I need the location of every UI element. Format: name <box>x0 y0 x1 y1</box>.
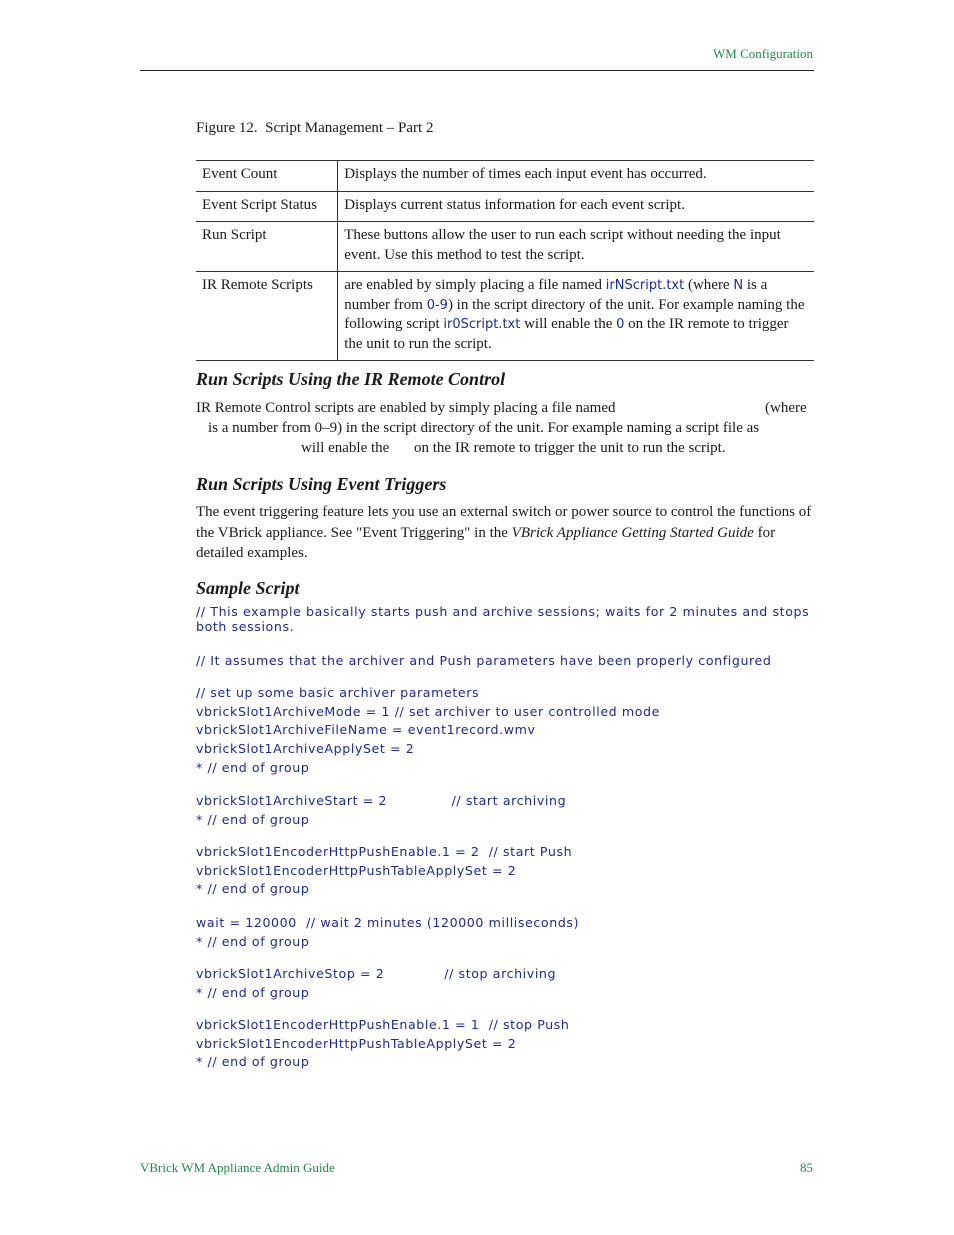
heading-event-triggers: Run Scripts Using Event Triggers <box>196 474 447 494</box>
table-row <box>196 222 814 272</box>
inline-code: 0 <box>616 317 625 332</box>
footer-page-number: 85 <box>800 1160 813 1175</box>
table-row <box>196 161 814 192</box>
table-description: Displays current status information for each event script. <box>338 191 814 222</box>
ir-remote-line-3a: will enable the <box>301 440 390 456</box>
desc-text: on the IR remote to trigger the unit to run the script. <box>344 316 789 352</box>
table-row <box>196 191 814 222</box>
table-term: Event Count <box>196 161 338 192</box>
inline-code: irNScript.txt <box>605 278 685 293</box>
header-section-title: WM Configuration <box>712 46 813 61</box>
inline-code: 0-9 <box>426 297 448 313</box>
script-management-table <box>196 160 814 361</box>
code-block-archive-start: vbrickSlot1ArchiveStart = 2 // start archiving * // end of group <box>196 793 567 827</box>
inline-code: N <box>733 278 744 293</box>
code-block-wait: wait = 120000 // wait 2 minutes (120000 milliseconds) * // end of group <box>196 915 580 949</box>
event-triggers-paragraph <box>196 502 814 564</box>
code-comment-2: // It assumes that the archiver and Push parameters have been properly configured <box>196 653 772 668</box>
inline-code: ir0Script.txt <box>443 317 521 332</box>
code-comment-1: // This example basically starts push and archive sessions; waits for 2 minutes and stops both sessions. <box>196 604 810 634</box>
paragraph-text: for detailed examples. <box>196 524 776 561</box>
code-block-archiver-setup: // set up some basic archiver parameters vbrickSlot1ArchiveMode = 1 // set archiver to user controlled mode vbrickSlot1ArchiveFileName = event1record.wmv vbrickSlot1ArchiveApplySet = 2 * // end of group <box>196 685 660 775</box>
table-term: Event Script Status <box>196 191 338 222</box>
ir-remote-line-1-end: (where <box>765 400 807 416</box>
desc-text: (where <box>684 277 734 293</box>
paragraph-text: The event triggering feature lets you use an external switch or power source to control the functions of the VBrick appliance. See "Event Triggering" in the <box>196 504 812 541</box>
figure-title: Script Management – Part 2 <box>265 120 434 136</box>
figure-caption <box>196 120 433 137</box>
desc-text: will enable the <box>520 316 617 332</box>
table-description <box>338 272 814 361</box>
footer-guide-name: VBrick WM Appliance Admin Guide <box>140 1160 335 1175</box>
heading-ir-remote: Run Scripts Using the IR Remote Control <box>196 369 506 389</box>
ir-remote-line-1: IR Remote Control scripts are enabled by simply placing a file named <box>196 400 616 416</box>
code-block-push-stop: vbrickSlot1EncoderHttpPushEnable.1 = 1 // stop Push vbrickSlot1EncoderHttpPushTableApplySet = 2 * // end of group <box>196 1017 570 1070</box>
ir-remote-line-2: is a number from 0–9) in the script directory of the unit. For example naming a script file as <box>208 420 760 436</box>
figure-label: Figure 12. <box>196 120 258 136</box>
desc-text: ) in the script directory of the unit. For example naming the following script <box>344 296 805 332</box>
table-term: IR Remote Scripts <box>196 272 338 361</box>
heading-sample-script: Sample Script <box>196 578 300 598</box>
table-term: Run Script <box>196 222 338 272</box>
code-block-archive-stop: vbrickSlot1ArchiveStop = 2 // stop archiving * // end of group <box>196 966 557 1000</box>
header-rule <box>140 70 814 71</box>
table-description: Displays the number of times each input event has occurred. <box>338 161 814 192</box>
ir-remote-line-3b: on the IR remote to trigger the unit to run the script. <box>414 440 726 456</box>
table-row <box>196 272 814 361</box>
code-block-push-start: vbrickSlot1EncoderHttpPushEnable.1 = 2 // start Push vbrickSlot1EncoderHttpPushTableApplySet = 2 * // end of group <box>196 844 573 897</box>
guide-title: VBrick Appliance Getting Started Guide <box>511 524 754 541</box>
desc-text: is a number from <box>344 277 768 313</box>
table-description: These buttons allow the user to run each script without needing the input event. Use this method to test the script. <box>338 222 814 272</box>
desc-text: are enabled by simply placing a file named <box>344 277 606 293</box>
